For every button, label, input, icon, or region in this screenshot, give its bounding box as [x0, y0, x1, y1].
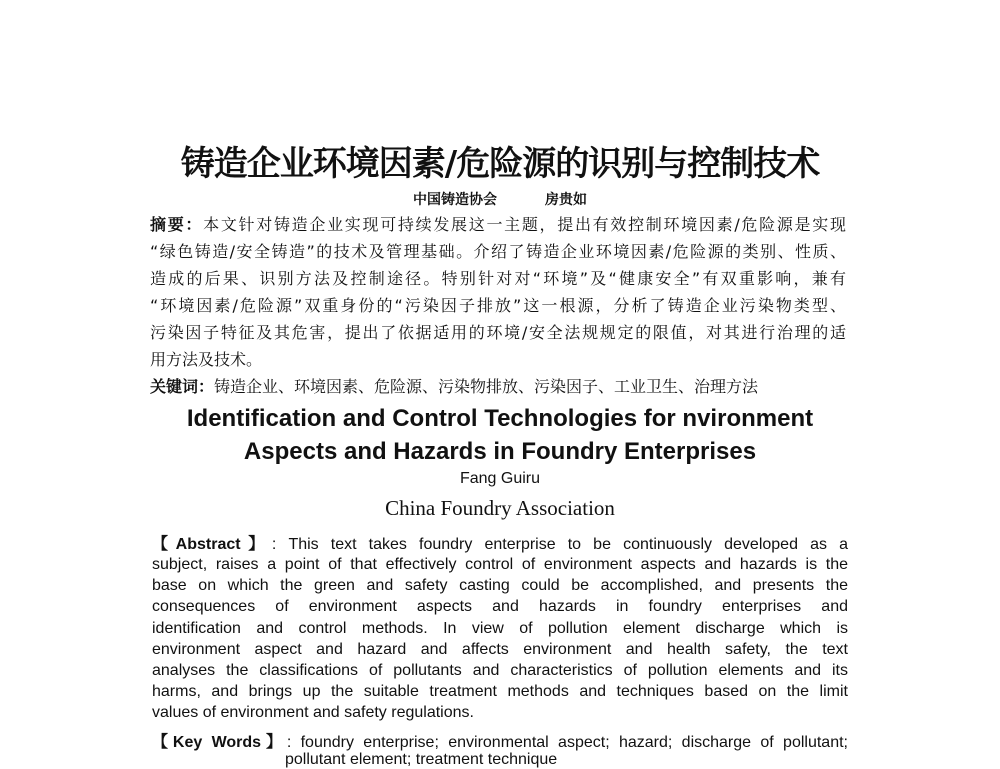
abstract-zh-line: [150, 212, 846, 235]
abstract-zh-line: 污染因子特征及其危害，提出了依据适用的环境/安全法规规定的限值，对其进行治理的适: [150, 323, 846, 342]
title-en-line-2: Aspects and Hazards in Foundry Enterprises: [243, 438, 757, 465]
abstract-en-label: 【Abstract】: [152, 536, 272, 553]
abstract-zh-line: “绿色铸造/安全铸造”的技术及管理基础。介绍了铸造企业环境因素/危险源的类别、性质、: [150, 242, 846, 261]
title-en-line-1: Identification and Control Technologies for nvironment: [186, 405, 814, 432]
keywords-zh: [150, 374, 758, 397]
org-en: China Foundry Association: [385, 496, 615, 520]
abstract-en-line: environment aspect and hazard and affects environment and health safety, the text: [152, 641, 848, 658]
abstract-zh-label: 摘要：: [150, 215, 204, 234]
abstract-en-line: subject, raises a point of that effectively control of environment aspects and hazards is the: [152, 556, 848, 573]
abstract-en-text: : This text takes foundry enterprise to be continuously developed as a: [271, 536, 848, 553]
abstract-zh-line: 用方法及技术。: [150, 350, 263, 369]
author-org-zh: 中国铸造协会: [413, 192, 497, 208]
abstract-zh-line: “环境因素/危险源”双重身份的“污染因子排放”这一根源，分析了铸造企业污染物类型、: [150, 296, 846, 315]
keywords-en-text: : foundry enterprise; environmental aspect; hazard; discharge of pollutant;: [286, 734, 848, 751]
author-name-zh: 房贵如: [545, 192, 587, 208]
keywords-en: [152, 729, 848, 752]
abstract-en-line: values of environment and safety regulations.: [152, 704, 474, 721]
abstract-en-line: analyses the classifications of pollutants and characteristics of pollution elements and its: [152, 662, 848, 679]
keywords-en-line-2: pollutant element; treatment technique: [285, 751, 558, 768]
author-en: Fang Guiru: [459, 470, 541, 487]
abstract-en-line: identification and control methods. In view of pollution element discharge which is: [152, 620, 848, 637]
keywords-zh-label: 关键词：: [150, 377, 215, 396]
abstract-en-line: consequences of environment aspects and hazards in foundry enterprises and: [152, 598, 848, 615]
abstract-en-line: [152, 531, 848, 554]
title-zh: 铸造企业环境因素/危险源的识别与控制技术: [180, 144, 820, 184]
abstract-en-line: base on which the green and safety casting could be accomplished, and presents the: [152, 577, 848, 594]
keywords-zh-text: 铸造企业、环境因素、危险源、污染物排放、污染因子、工业卫生、治理方法: [214, 377, 759, 396]
abstract-en-line: harms, and brings up the suitable treatment methods and techniques based on the limit: [152, 683, 848, 700]
keywords-en-label: 【Key Words】: [152, 734, 287, 751]
abstract-zh-text: 本文针对铸造企业实现可持续发展这一主题，提出有效控制环境因素/危险源是实现: [203, 215, 846, 234]
authors-zh: [0, 189, 1000, 209]
abstract-zh-line: 造成的后果、识别方法及控制途径。特别针对对“环境”及“健康安全”有双重影响，兼有: [150, 269, 846, 288]
